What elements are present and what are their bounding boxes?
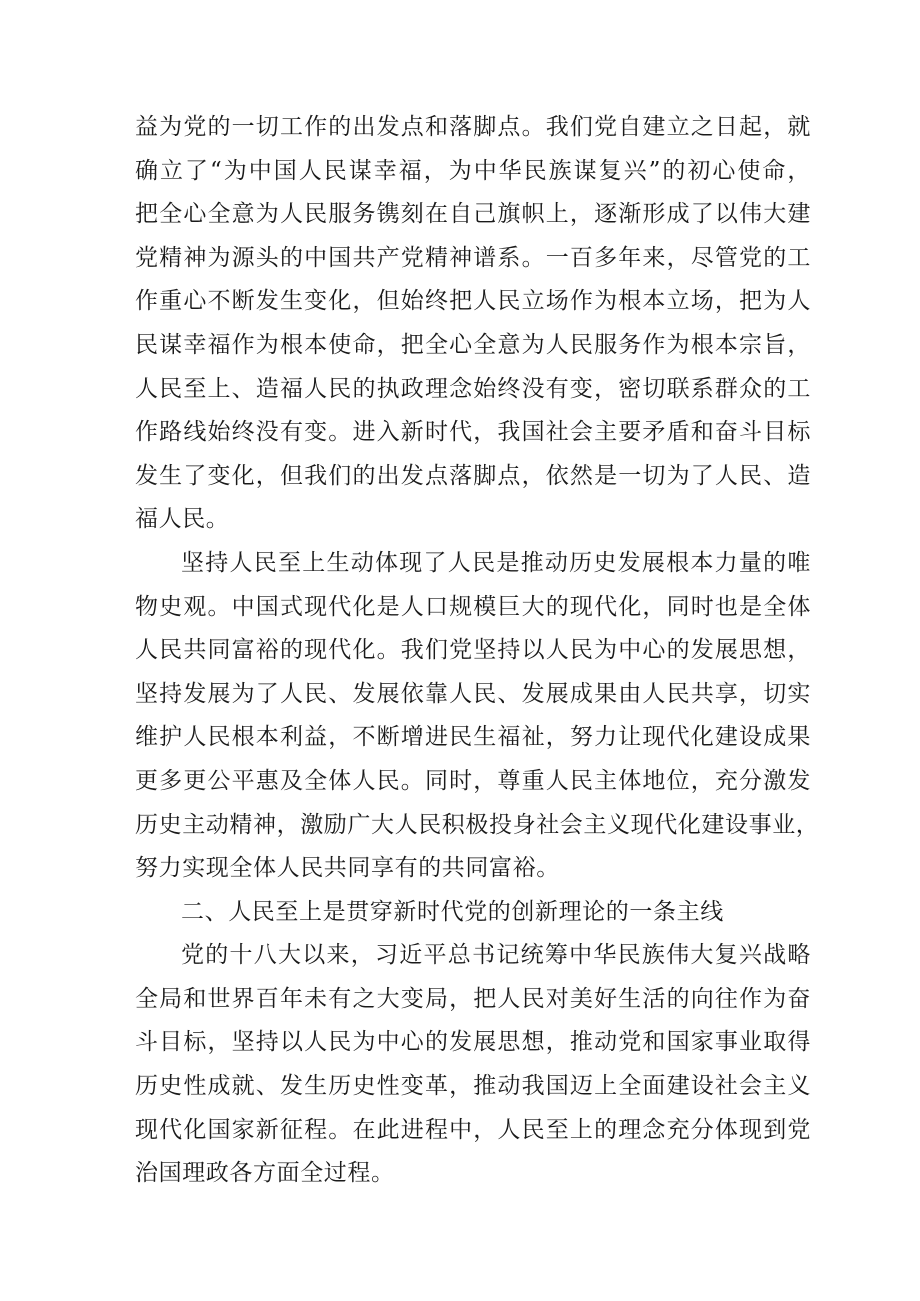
text-line: 人民共同富裕的现代化。我们党坚持以人民为中心的发展思想， (135, 637, 811, 664)
text-line: 努力实现全体人民共同享有的共同富裕。 (135, 855, 560, 882)
text-line: 作重心不断发生变化，但始终把人民立场作为根本立场，把为人 (135, 288, 811, 315)
text-line: 坚持人民至上生动体现了人民是推动历史发展根本力量的唯 (181, 549, 811, 576)
text-line: 作路线始终没有变。进入新时代，我国社会主要矛盾和奋斗目标 (135, 419, 811, 446)
text-line: 福人民。 (135, 506, 230, 533)
text-line: 历史性成就、发生历史性变革，推动我国迈上全面建设社会主义 (135, 1073, 811, 1100)
body-text (135, 106, 820, 1196)
text-line: 人民至上、造福人民的执政理念始终没有变，密切联系群众的工 (135, 375, 811, 402)
text-line: 坚持发展为了人民、发展依靠人民、发展成果由人民共享，切实 (135, 680, 811, 707)
text-line: 确立了“为中国人民谋幸福，为中华民族谋复兴”的初心使命， (135, 157, 811, 184)
text-line: 现代化国家新征程。在此进程中，人民至上的理念充分体现到党 (135, 1116, 811, 1143)
text-line: 物史观。中国式现代化是人口规模巨大的现代化，同时也是全体 (135, 593, 811, 620)
text-line: 发生了变化，但我们的出发点落脚点，依然是一切为了人民、造 (135, 462, 811, 489)
text-line: 党的十八大以来，习近平总书记统筹中华民族伟大复兴战略 (181, 942, 811, 969)
text-line: 治国理政各方面全过程。 (135, 1160, 395, 1187)
text-line: 益为党的一切工作的出发点和落脚点。我们党自建立之日起，就 (135, 114, 811, 140)
text-line: 党精神为源头的中国共产党精神谱系。一百多年来，尽管党的工 (135, 244, 811, 271)
text-line: 把全心全意为人民服务镌刻在自己旗帜上，逐渐形成了以伟大建 (135, 201, 811, 228)
text-line: 更多更公平惠及全体人民。同时，尊重人民主体地位，充分激发 (135, 767, 811, 794)
text-line: 斗目标，坚持以人民为中心的发展思想，推动党和国家事业取得 (135, 1029, 811, 1056)
text-line: 全局和世界百年未有之大变局，把人民对美好生活的向往作为奋 (135, 985, 811, 1012)
text-line: 维护人民根本利益，不断增进民生福祉，努力让现代化建设成果 (135, 724, 811, 751)
text-line: 民谋幸福作为根本使命，把全心全意为人民服务作为根本宗旨， (135, 331, 811, 358)
text-line: 历史主动精神，激励广大人民积极投身社会主义现代化建设事业， (135, 811, 820, 838)
text-line: 二、人民至上是贯穿新时代党的创新理论的一条主线 (181, 898, 724, 925)
